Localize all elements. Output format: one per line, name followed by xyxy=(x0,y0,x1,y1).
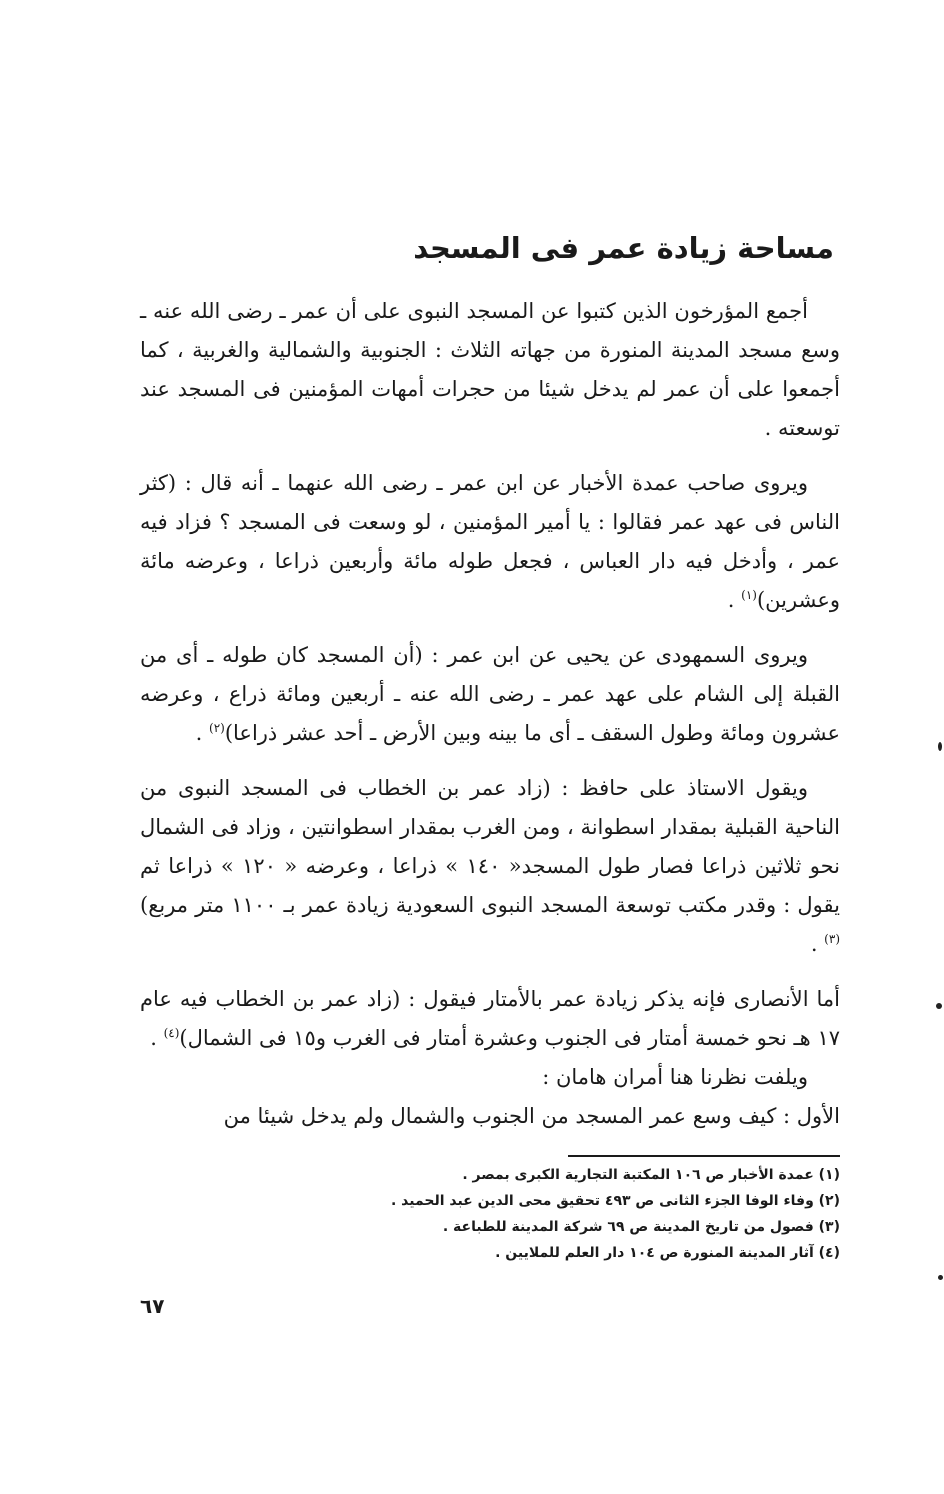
footnote-ref-1[interactable]: (١) xyxy=(741,588,757,602)
paragraph-5-period: . xyxy=(150,1026,164,1050)
footnote-divider xyxy=(568,1155,840,1157)
paragraph-7: الأول : كيف وسع عمر المسجد من الجنوب والشمال ولم يدخل شيئا من xyxy=(223,1104,840,1128)
scan-speck xyxy=(938,1275,943,1280)
section-title: مساحة زيادة عمر فى المسجد xyxy=(413,231,834,265)
paragraph-2-period: . xyxy=(727,588,742,612)
footnote-4: (٤) آثار المدينة المنورة ص ١٠٤ دار العلم للملايين . xyxy=(495,1245,840,1261)
scan-speck xyxy=(936,1003,942,1009)
paragraph-6: ويلفت نظرنا هنا أمران هامان : xyxy=(542,1065,808,1089)
paragraph-5-text: أما الأنصارى فإنه يذكر زيادة عمر بالأمتار فيقول : (زاد عمر بن الخطاب فيه عام ١٧ هـ نحو خمسة أمتار فى الجنوب وعشرة أمتار فى الغرب و١٥ فى الشمال) xyxy=(140,987,840,1050)
paragraph-1: أجمع المؤرخون الذين كتبوا عن المسجد النبوى على أن عمر ـ رضى الله عنه ـ وسع مسجد المدينة المنورة من جهاته الثلاث : الجنوبية والشمالية والغربية ، كما أجمعوا على أن عمر لم يدخل شيئا من حجرات أمهات المؤمنين فى المسجد عند توسعته . xyxy=(140,299,840,440)
paragraph-4 xyxy=(140,769,840,964)
paragraph-4-text: ويقول الاستاذ على حافظ : (زاد عمر بن الخطاب فى المسجد النبوى من الناحية القبلية بمقدار اسطوانة ، ومن الغرب بمقدار اسطوانتين ، وزاد فى الشمال نحو ثلاثين ذراعا فصار طول المسجد« ١٤٠ » ذراعا ، وعرضه « ١٢٠ » ذراعا ثم يقول : وقدر مكتب توسعة المسجد النبوى السعودية زيادة عمر بـ ١١٠٠ متر مربع) xyxy=(140,776,841,917)
footnote-ref-2[interactable]: (٢) xyxy=(209,721,225,735)
footnote-1: (١) عمدة الأخبار ص ١٠٦ المكتبة التجارية الكبرى بمصر . xyxy=(462,1167,840,1183)
paragraph-5 xyxy=(140,980,840,1058)
paragraph-3-text: ويروى السمهودى عن يحيى عن ابن عمر : (أن المسجد كان طوله ـ أى من القبلة إلى الشام على عهد عمر ـ رضى الله عنه ـ أربعين ومائة ذراع ، وعرضه عشرون ومائة وطول السقف ـ أى ما بينه وبين الأرض ـ أحد عشر ذراعا) xyxy=(140,643,840,745)
footnotes xyxy=(280,1162,840,1266)
scan-speck xyxy=(938,742,942,751)
paragraph-4-period: . xyxy=(810,932,825,956)
body-text xyxy=(140,292,840,1136)
paragraph-3-period: . xyxy=(195,721,209,745)
footnote-3: (٣) فصول من تاريخ المدينة ص ٦٩ شركة المدينة للطباعة . xyxy=(442,1219,840,1235)
paragraph-3 xyxy=(140,636,840,753)
paragraph-2-text: ويروى صاحب عمدة الأخبار عن ابن عمر ـ رضى الله عنهما ـ أنه قال : (كثر الناس فى عهد عمر فقالوا : يا أمير المؤمنين ، لو وسعت فى المسجد ؟ فزاد فيه عمر ، وأدخل فيه دار العباس ، فجعل طوله مائة وأربعين ذراعا ، وعرضه مائة وعشرين) xyxy=(140,471,840,612)
footnote-ref-4[interactable]: (٤) xyxy=(163,1026,180,1040)
footnote-ref-3[interactable]: (٣) xyxy=(824,932,840,946)
paragraph-2 xyxy=(140,464,840,620)
page-number: ٦٧ xyxy=(140,1294,165,1318)
footnote-2: (٢) وفاء الوفا الجزء الثانى ص ٤٩٣ تحقيق محى الدين عبد الحميد . xyxy=(390,1193,840,1209)
